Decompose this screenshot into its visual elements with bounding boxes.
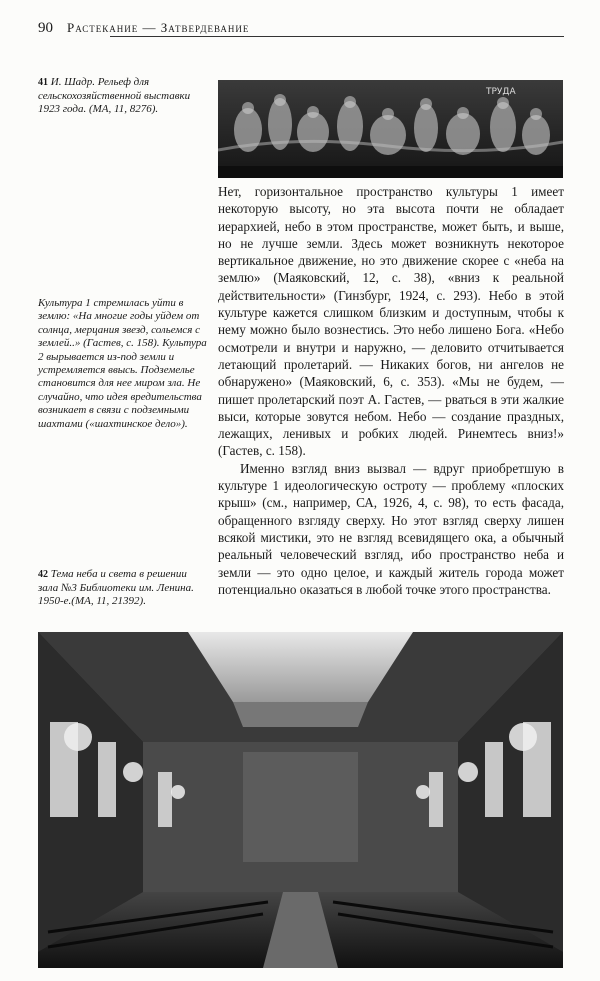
relief-photo [218, 80, 563, 178]
relief-inscription: ТРУДА [486, 87, 516, 97]
figure-41-number: 41 [38, 77, 48, 88]
hall-image [38, 632, 563, 968]
figure-41-caption-text: И. Шадр. Рельеф для сельскохозяйственной выставки 1923 года. (МА, 11, 8276). [38, 76, 191, 116]
running-head: Растекание — Затвердевание [67, 20, 250, 35]
library-hall-photo [38, 632, 563, 968]
figure-41-caption [38, 76, 203, 117]
paragraph-2: Именно взгляд вниз вызвал — вдруг приобретшую в культуре 1 идеологическую остроту — проблему «плоских крыш» (см., например, СА, 1926, 4, с. 98), то есть фасада, обращенного взгляду сверху. Но этот взгляд сверху лишен всякой мистики, это не взгляд всевидящего ока, а обычный реальный человеческий взгляд, ибо пространство неба и земли — это одно целое, и каждый житель города может потенциально оказаться в любой точке этого пространства. [218, 460, 564, 597]
side-note: Культура 1 стремилась уйти в землю: «На многие годы уйдем от солнца, мерцания звезд, сольемся с землей..» (Гастев, с. 158). Культура 2 вырывается из-под земли и устремляется ввысь. Подземелье становится для нее миром зла. Не случайно, что идея вредительства возникает в связи с подземными шахтами («шахтинское дело»). [38, 297, 207, 430]
figure-42-caption [38, 568, 203, 609]
figure-42-caption-text: Тема неба и света в решении зала №3 Библиотеки им. Ленина. 1950-е.(МА, 11, 21392). [38, 568, 194, 608]
paragraph-1: Нет, горизонтальное пространство культуры 1 имеет некоторую высоту, но эта высота почти не обладает иерархией, небо в этом пространстве, может быть, и выше, но не лучше земли. Здесь может возникнуть некоторое вертикальное движение, но это движение скорее с «неба на землю» (Маяковский, 12, с. 38), «вниз к реальной действительности» (Гинзбург, 1924, с. 293). Небо в этой культуре кажется слишком близким и доступным, чтобы к нему можно было вознестись. Это небо лишено Бога. «Небо осмотрели и внутри и наружно, — деловито отчитывается летающий пролетарий. — Никаких богов, ни ангелов не обнаружено» (Маяковский, 6, с. 353). «Мы не будем, — пишет пролетарский поэт А. Гастев, — рваться в эти жалкие выси, которые зовутся небом. Небо — создание праздных, лежащих, ленивых и робких людей. Ринемтесь вниз!» (Гастев, с. 158). [218, 184, 564, 459]
body-text [218, 183, 564, 598]
page-number: 90 [38, 20, 53, 36]
relief-image [218, 80, 563, 178]
header-rule [110, 36, 564, 37]
figure-42-number: 42 [38, 569, 48, 580]
